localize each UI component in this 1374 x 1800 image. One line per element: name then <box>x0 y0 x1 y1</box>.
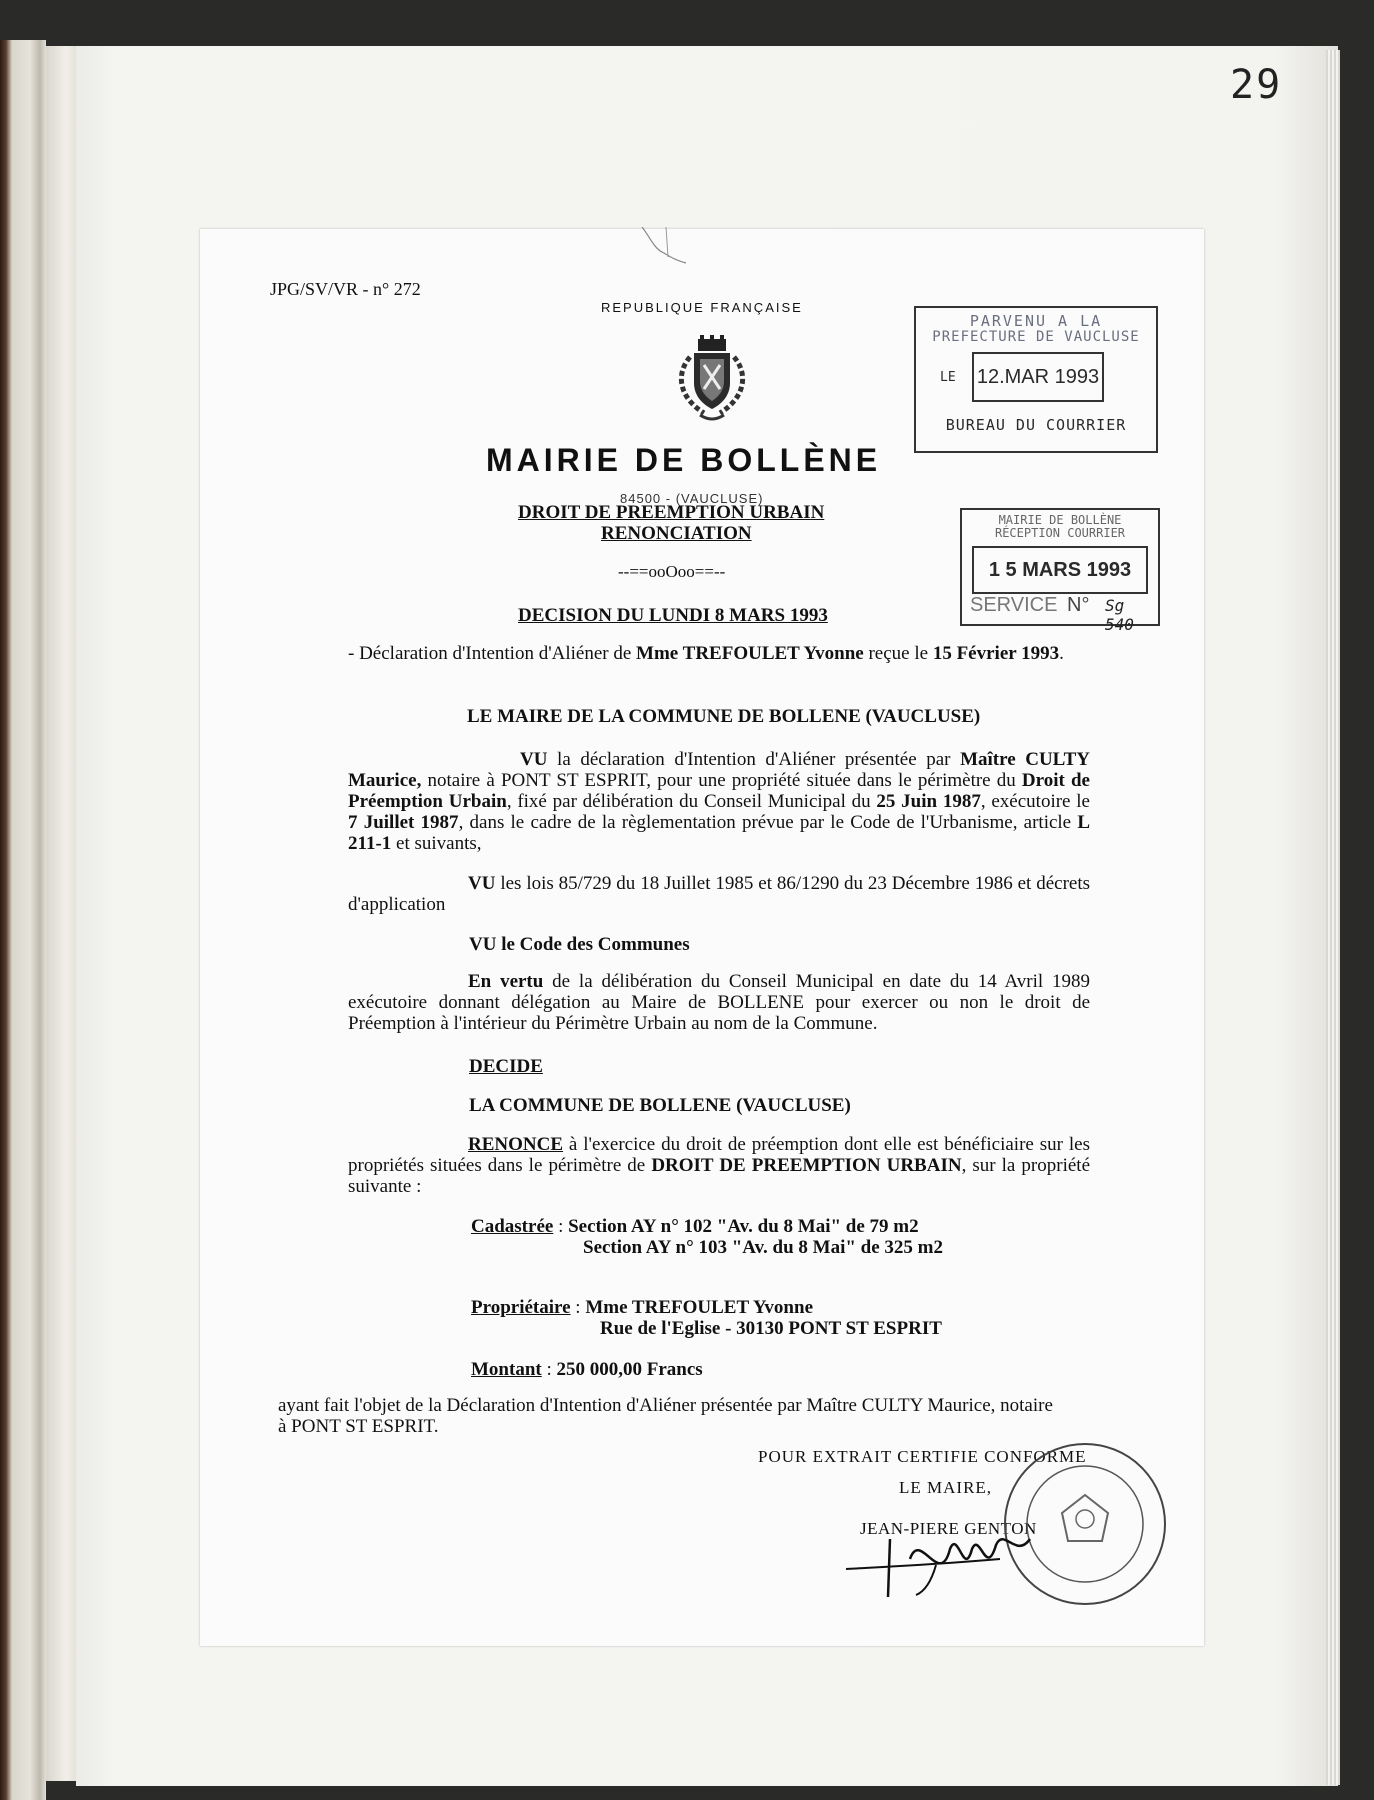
cadastre-line-2: Section AY n° 103 "Av. du 8 Mai" de 325 m2 <box>583 1237 943 1258</box>
owner-line-2: Rue de l'Eglise - 30130 PONT ST ESPRIT <box>600 1318 942 1339</box>
amount-line: Montant : 250 000,00 Francs <box>471 1359 703 1380</box>
page-edges <box>1326 50 1340 1785</box>
coat-of-arms-icon <box>664 333 760 429</box>
ornament-divider: --==ooOoo==-- <box>618 562 726 581</box>
subject-title: DROIT DE PREEMPTION URBAIN <box>518 502 825 523</box>
reference-number: JPG/SV/VR - n° 272 <box>270 279 421 299</box>
amount-label: Montant <box>471 1359 542 1380</box>
paper-tear <box>640 227 688 267</box>
mayor-signature <box>840 1519 1040 1599</box>
renonce-paragraph: RENONCE à l'exercice du droit de préemption dont elle est bénéficiaire sur les propriétés situées dans le périmètre de DROIT DE PREEMPTION URBAIN, sur la propriété suivante : <box>348 1134 1090 1197</box>
republic-header: REPUBLIQUE FRANÇAISE <box>601 300 803 315</box>
decide-heading: DECIDE <box>469 1056 543 1077</box>
owner-label: Propriétaire <box>471 1297 571 1318</box>
cadastre-label: Cadastrée <box>471 1216 554 1237</box>
left-page-edge <box>46 46 80 1781</box>
maire-heading: LE MAIRE DE LA COMMUNE DE BOLLENE (VAUCLUSE) <box>467 706 981 727</box>
reception-stamp: MAIRIE DE BOLLÈNE RÉCEPTION COURRIER 1 5 MARS 1993 SERVICE N° Sg 540 <box>960 508 1160 626</box>
closing-paragraph: ayant fait l'objet de la Déclaration d'Intention d'Aliéner présentée par Maître CULTY Maurice, notaire à PONT ST ESPRIT. <box>278 1395 1053 1437</box>
le-maire-line: LE MAIRE, <box>899 1478 993 1497</box>
postcode: 84500 - (VAUCLUSE) <box>620 491 764 506</box>
declaration-paragraph: - Déclaration d'Intention d'Aliéner de Mme TREFOULET Yvonne reçue le 15 Février 1993. <box>348 643 1064 664</box>
decision-date: DECISION DU LUNDI 8 MARS 1993 <box>518 605 828 626</box>
document-sheet <box>200 229 1204 1646</box>
vu-code-line: VU le Code des Communes <box>469 934 690 955</box>
mairie-title: MAIRIE DE BOLLÈNE <box>486 442 882 478</box>
vu-laws-paragraph: VU les lois 85/729 du 18 Juillet 1985 et 86/1290 du 23 Décembre 1986 et décrets d'application <box>348 873 1090 915</box>
album-page-number: 29 <box>1230 62 1283 108</box>
album-binding <box>0 40 46 1800</box>
maire-name: JEAN-PIERE GENTON <box>860 1519 1037 1538</box>
vu-declaration-paragraph: VU la déclaration d'Intention d'Aliéner présentée par Maître CULTY Maurice, notaire à PONT ST ESPRIT, pour une propriété située dans le périmètre du Droit de Préemption Urbain, fixé par délibération du Conseil Municipal du 25 Juin 1987, exécutoire le 7 Juillet 1987, dans le cadre de la règlementation prévue par le Code de l'Urbanisme, article L 211-1 et suivants, <box>348 749 1090 854</box>
certification-line: POUR EXTRAIT CERTIFIE CONFORME <box>758 1447 1087 1466</box>
reception-stamp-date: 1 5 MARS 1993 <box>972 546 1148 594</box>
commune-heading: LA COMMUNE DE BOLLENE (VAUCLUSE) <box>469 1095 851 1116</box>
cadastre-line-1: Cadastrée : Section AY n° 102 "Av. du 8 Mai" de 79 m2 <box>471 1216 919 1237</box>
subject-subtitle: RENONCIATION <box>601 523 752 544</box>
prefecture-stamp-date: 12.MAR 1993 <box>972 352 1104 402</box>
vertu-paragraph: En vertu de la délibération du Conseil Municipal en date du 14 Avril 1989 exécutoire donnant délégation au Maire de BOLLENE pour exercer ou non le droit de Préemption à l'intérieur du Périmètre Urbain au nom de la Commune. <box>348 971 1090 1034</box>
prefecture-arrival-stamp: PARVENU A LA PREFECTURE DE VAUCLUSE LE 12.MAR 1993 BUREAU DU COURRIER <box>914 306 1158 453</box>
owner-line-1: Propriétaire : Mme TREFOULET Yvonne <box>471 1297 814 1318</box>
